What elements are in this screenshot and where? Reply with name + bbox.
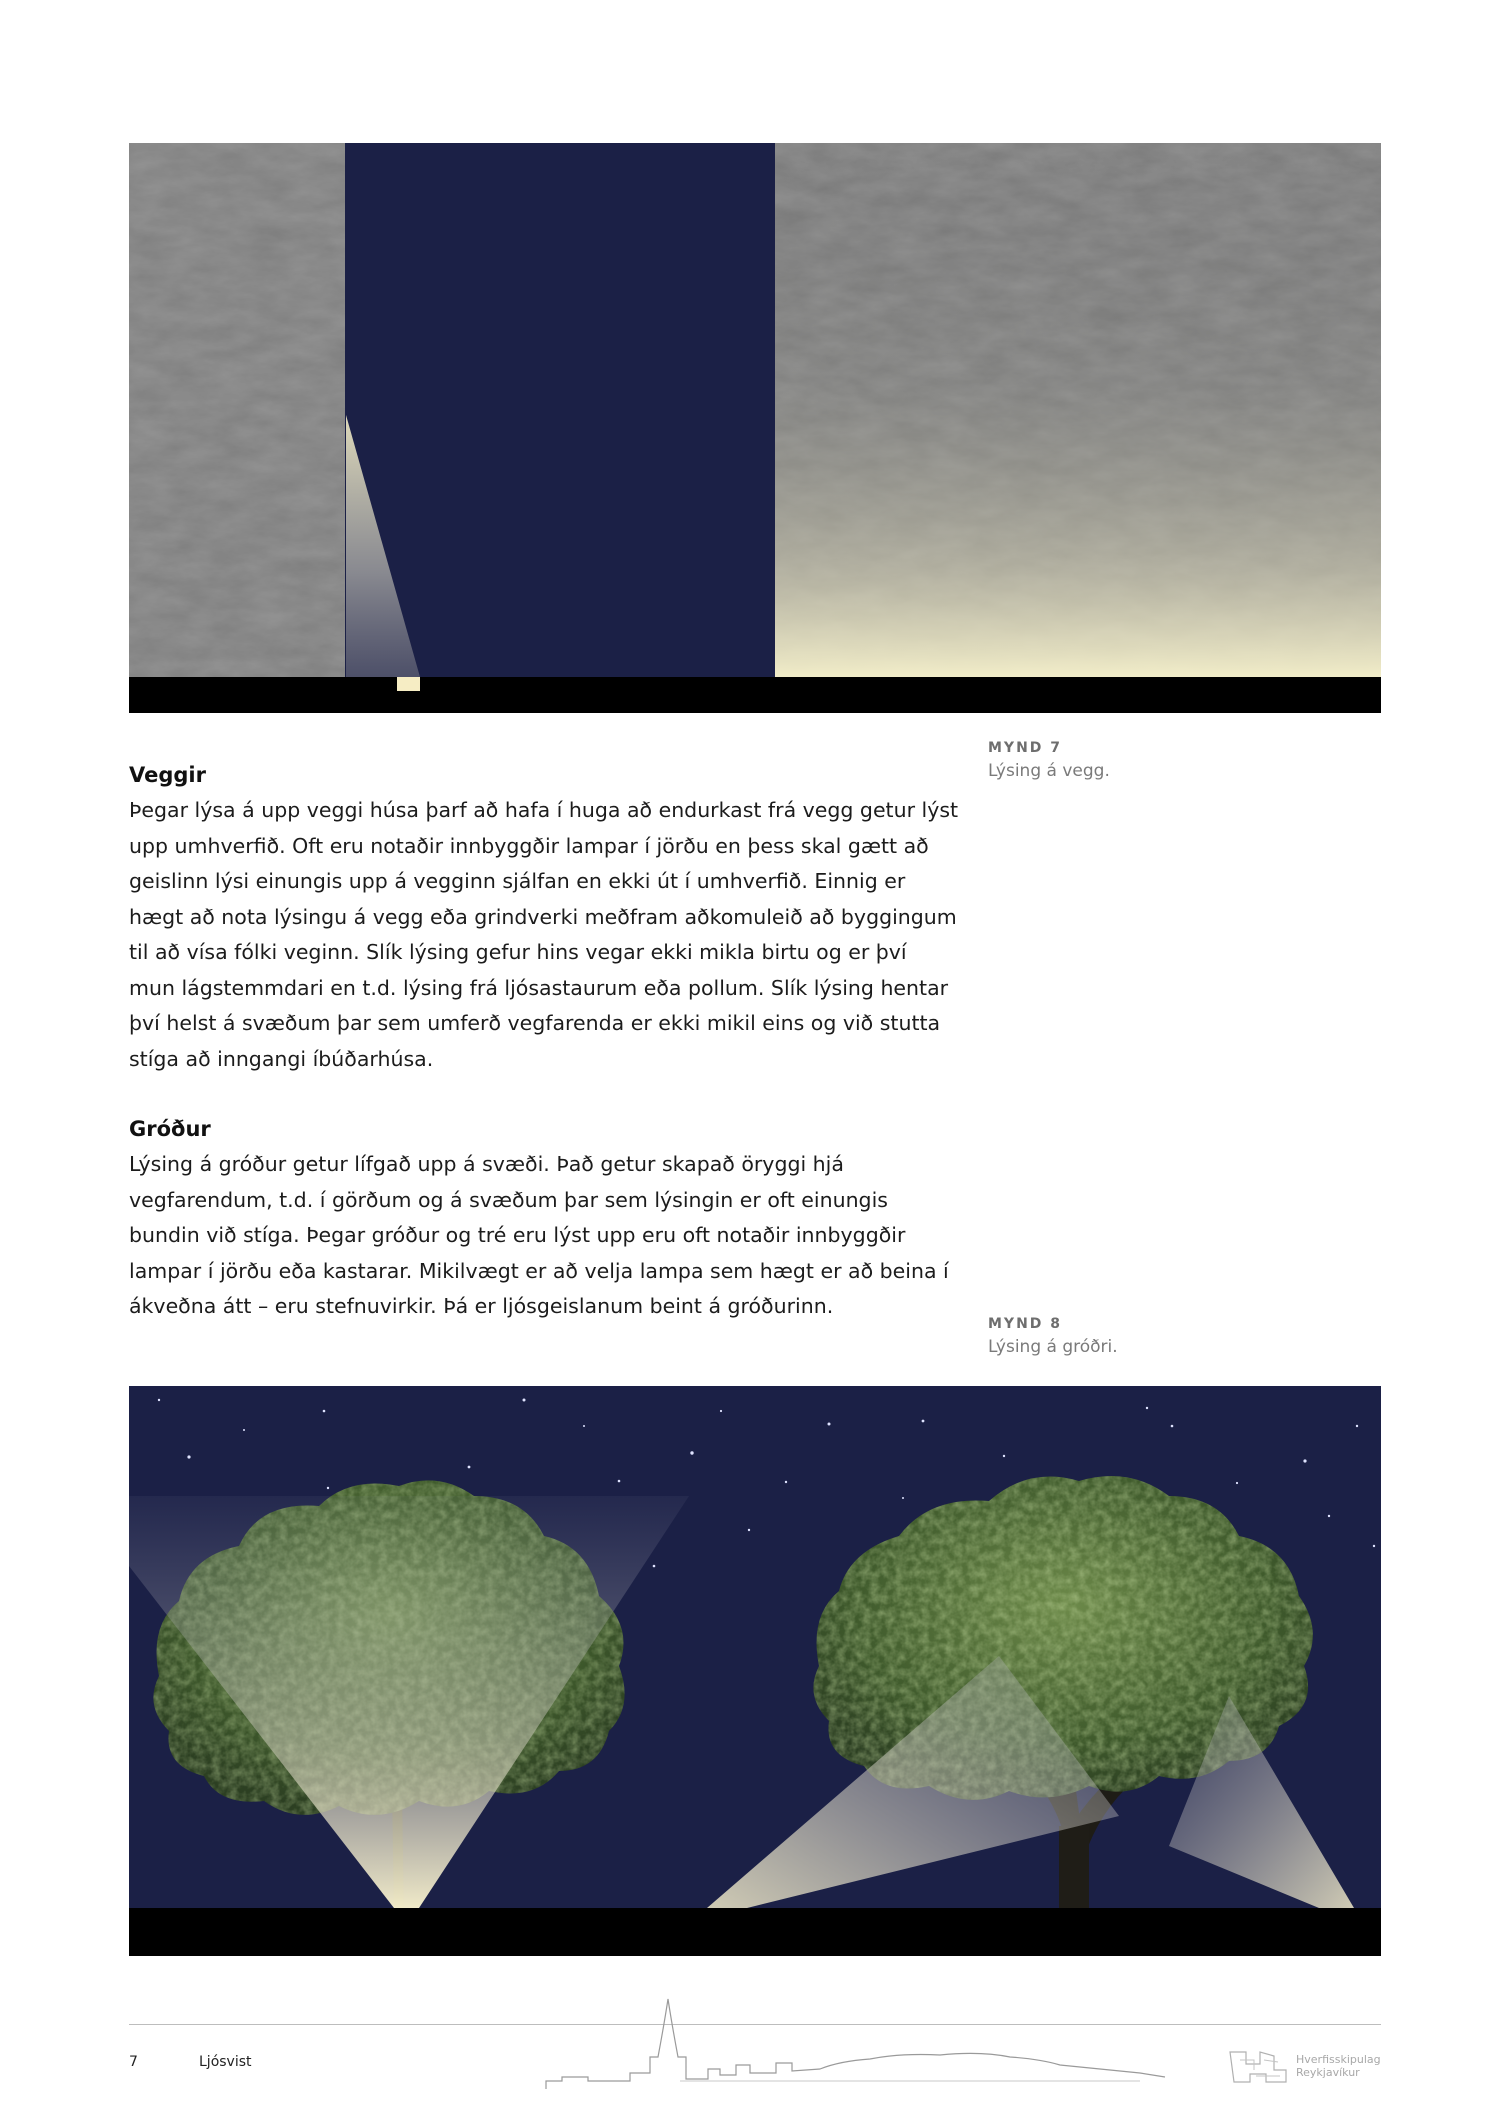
figure-8-tree-lighting: [129, 1386, 1381, 1956]
figure-8-caption: [988, 1313, 1348, 1359]
logo-text: [1296, 2053, 1381, 2079]
reykjavik-skyline-line-icon: [540, 1995, 1170, 2095]
figure-7-caption-text: Lýsing á vegg.: [988, 761, 1110, 781]
in-ground-lamp: [397, 677, 420, 691]
section-veggir: [129, 758, 959, 1077]
tree-lighting-illustration: [129, 1386, 1381, 1956]
section-heading-grodur: Gróður: [129, 1117, 211, 1141]
figure-8-number: MYND 8: [988, 1316, 1063, 1332]
hverfisskipulag-logo: [1226, 2046, 1381, 2086]
figure-7-number: MYND 7: [988, 740, 1063, 756]
wall-lighting-illustration: [129, 143, 1381, 713]
wall-grazing-light: [775, 143, 1381, 677]
ground-strip: [129, 1908, 1381, 1956]
document-title: Ljósvist: [199, 2054, 252, 2070]
logo-text-line-2: Reykjavíkur: [1296, 2066, 1360, 2079]
section-heading-veggir: Veggir: [129, 763, 206, 787]
night-sky-panel: [345, 143, 775, 677]
figure-7-wall-lighting: [129, 143, 1381, 713]
figure-7-caption: [988, 737, 1348, 783]
section-body-veggir: Þegar lýsa á upp veggi húsa þarf að hafa í huga að endurkast frá vegg getur lýst upp umhverfið. Oft eru notaðir innbyggðir lampar í jörðu en þess skal gætt að geislinn lýsi einungis upp á vegginn sjálfan en ekki út í umhverfið. Einnig er hægt að nota lýsingu á vegg eða grindverki meðfram aðkomuleið að byggingum til að vísa fólki veginn. Slík lýsing gefur hins vegar ekki mikla birtu og er því mun lágstemmdari en t.d. lýsing frá ljósastaurum eða pollum. Slík lýsing hentar því helst á svæðum þar sem umferð vegfarenda er ekki mikil eins og við stutta stíga að inngangi íbúðarhúsa.: [129, 798, 959, 1071]
logo-text-line-1: Hverfisskipulag: [1296, 2053, 1381, 2066]
section-body-grodur: Lýsing á gróður getur lífgað upp á svæði. Það getur skapað öryggi hjá vegfarendum, t.d. í görðum og á svæðum þar sem lýsingin er oft einungis bundin við stíga. Þegar gróður og tré eru lýst upp eru oft notaðir innbyggðir lampar í jörðu eða kastarar. Mikilvægt er að velja lampa sem hægt er að beina í ákveðna átt – eru stefnuvirkir. Þá er ljósgeislanum beint á gróðurinn.: [129, 1152, 949, 1318]
city-map-icon: [1226, 2046, 1296, 2086]
figure-8-caption-text: Lýsing á gróðri.: [988, 1337, 1118, 1357]
section-grodur: [129, 1112, 959, 1325]
ground-strip: [129, 677, 1381, 713]
page-number: 7: [129, 2054, 138, 2070]
